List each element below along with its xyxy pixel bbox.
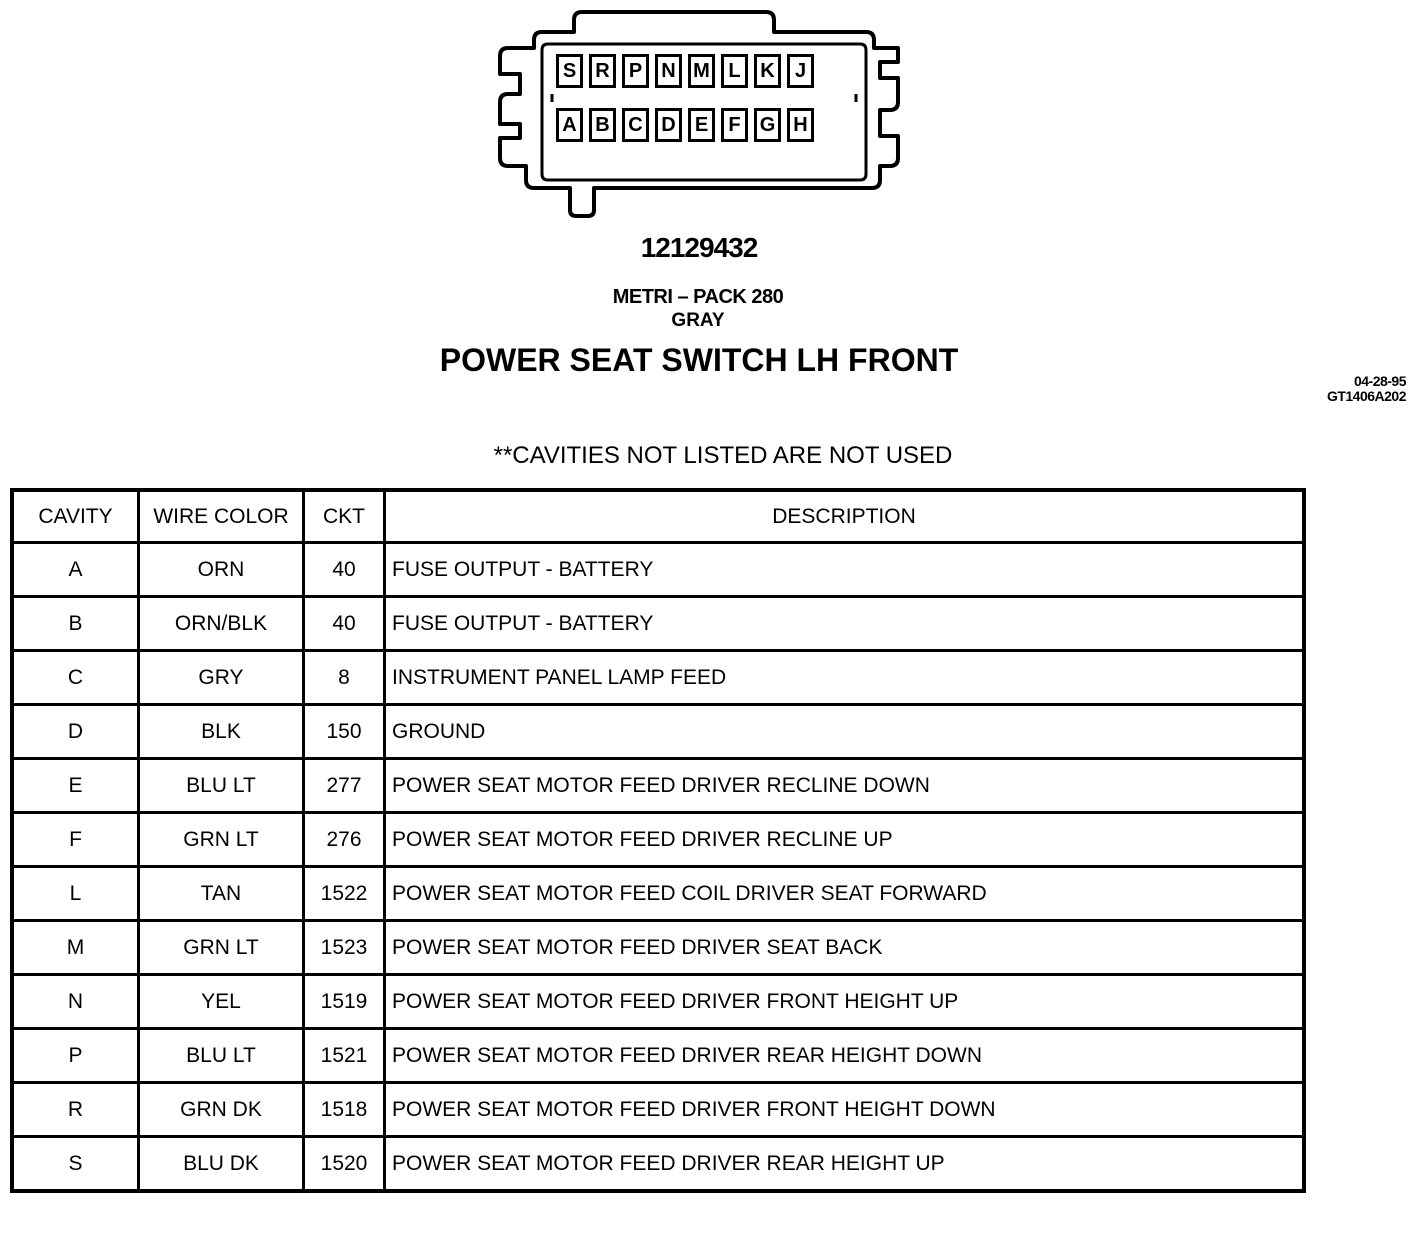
cell-cavity: P <box>12 1029 139 1083</box>
cell-cavity: C <box>12 651 139 705</box>
cell-wire-color: BLU LT <box>139 759 304 813</box>
cell-ckt: 150 <box>304 705 385 759</box>
cell-description: INSTRUMENT PANEL LAMP FEED <box>385 651 1305 705</box>
cell-cavity: D <box>12 705 139 759</box>
header-cavity: CAVITY <box>12 490 139 543</box>
unused-cavities-note: **CAVITIES NOT LISTED ARE NOT USED <box>493 442 953 469</box>
cell-wire-color: BLK <box>139 705 304 759</box>
cell-ckt: 1523 <box>304 921 385 975</box>
cavity-table <box>10 488 1306 1193</box>
cavity-label: L <box>721 54 748 88</box>
header-wire-color: WIRE COLOR <box>139 490 304 543</box>
table-row <box>12 543 1304 597</box>
cell-cavity: A <box>12 543 139 597</box>
cell-description: POWER SEAT MOTOR FEED DRIVER REAR HEIGHT UP <box>385 1137 1305 1192</box>
cavity-label: J <box>787 54 814 88</box>
connector-family: METRI – PACK 280 <box>612 286 784 308</box>
cell-ckt: 1519 <box>304 975 385 1029</box>
cell-ckt: 8 <box>304 651 385 705</box>
cell-description: FUSE OUTPUT - BATTERY <box>385 543 1305 597</box>
part-number: 12129432 <box>640 232 758 263</box>
cell-wire-color: BLU LT <box>139 1029 304 1083</box>
cell-ckt: 1521 <box>304 1029 385 1083</box>
cell-wire-color: TAN <box>139 867 304 921</box>
table-header-row <box>12 490 1304 543</box>
figure-date: 04-28-95 <box>1353 373 1406 389</box>
cell-description: POWER SEAT MOTOR FEED DRIVER SEAT BACK <box>385 921 1305 975</box>
cell-description: POWER SEAT MOTOR FEED DRIVER RECLINE UP <box>385 813 1305 867</box>
connector-top-row <box>556 54 814 88</box>
cavity-label: N <box>655 54 682 88</box>
figure-id: GT1406A202 <box>1326 388 1406 404</box>
cell-wire-color: ORN/BLK <box>139 597 304 651</box>
cavity-label: G <box>754 108 781 142</box>
table-row <box>12 813 1304 867</box>
cavity-label: S <box>556 54 583 88</box>
cell-ckt: 40 <box>304 597 385 651</box>
cell-wire-color: GRN LT <box>139 921 304 975</box>
cell-cavity: L <box>12 867 139 921</box>
cell-description: FUSE OUTPUT - BATTERY <box>385 597 1305 651</box>
cell-wire-color: YEL <box>139 975 304 1029</box>
cell-cavity: F <box>12 813 139 867</box>
header-ckt: CKT <box>304 490 385 543</box>
connector-bottom-row <box>556 108 814 142</box>
cell-wire-color: ORN <box>139 543 304 597</box>
cavity-label: R <box>589 54 616 88</box>
table-row <box>12 1137 1304 1192</box>
table-row <box>12 705 1304 759</box>
table-row <box>12 975 1304 1029</box>
cell-wire-color: GRY <box>139 651 304 705</box>
page-title: POWER SEAT SWITCH LH FRONT <box>439 342 959 378</box>
cell-wire-color: BLU DK <box>139 1137 304 1192</box>
table-row <box>12 597 1304 651</box>
cavity-label: K <box>754 54 781 88</box>
cell-ckt: 277 <box>304 759 385 813</box>
cell-wire-color: GRN LT <box>139 813 304 867</box>
cell-description: POWER SEAT MOTOR FEED COIL DRIVER SEAT FORWARD <box>385 867 1305 921</box>
connector-color: GRAY <box>671 310 725 331</box>
cavity-label: P <box>622 54 649 88</box>
cavity-label: F <box>721 108 748 142</box>
cavity-label: D <box>655 108 682 142</box>
table-row <box>12 921 1304 975</box>
cell-ckt: 1520 <box>304 1137 385 1192</box>
figure-reference <box>1327 374 1406 404</box>
cell-ckt: 1522 <box>304 867 385 921</box>
cell-cavity: R <box>12 1083 139 1137</box>
cell-description: POWER SEAT MOTOR FEED DRIVER RECLINE DOWN <box>385 759 1305 813</box>
cell-description: POWER SEAT MOTOR FEED DRIVER FRONT HEIGHT DOWN <box>385 1083 1305 1137</box>
cell-description: POWER SEAT MOTOR FEED DRIVER FRONT HEIGHT UP <box>385 975 1305 1029</box>
header-description: DESCRIPTION <box>385 490 1305 543</box>
cavity-label: A <box>556 108 583 142</box>
cell-cavity: S <box>12 1137 139 1192</box>
cell-ckt: 276 <box>304 813 385 867</box>
table-row <box>12 1083 1304 1137</box>
cavity-label: B <box>589 108 616 142</box>
table-row <box>12 759 1304 813</box>
cavity-label: C <box>622 108 649 142</box>
cavity-label: H <box>787 108 814 142</box>
table-row <box>12 651 1304 705</box>
cell-description: POWER SEAT MOTOR FEED DRIVER REAR HEIGHT DOWN <box>385 1029 1305 1083</box>
cavity-label: E <box>688 108 715 142</box>
cavity-label: M <box>688 54 715 88</box>
cell-cavity: E <box>12 759 139 813</box>
cell-wire-color: GRN DK <box>139 1083 304 1137</box>
table-row <box>12 1029 1304 1083</box>
cell-cavity: B <box>12 597 139 651</box>
cell-ckt: 40 <box>304 543 385 597</box>
cell-ckt: 1518 <box>304 1083 385 1137</box>
cell-description: GROUND <box>385 705 1305 759</box>
cell-cavity: M <box>12 921 139 975</box>
table-row <box>12 867 1304 921</box>
cell-cavity: N <box>12 975 139 1029</box>
